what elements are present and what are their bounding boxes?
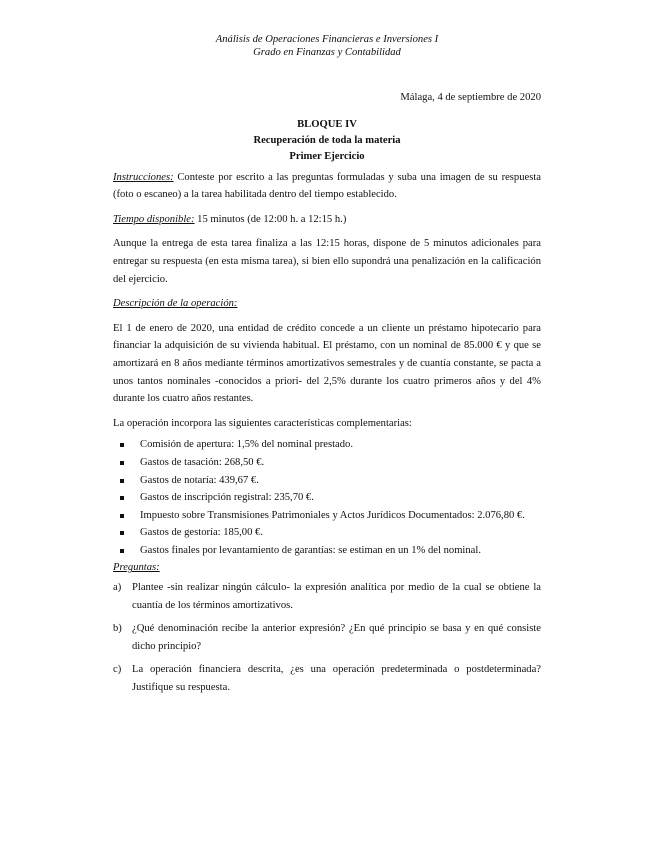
question-text: Plantee -sin realizar ningún cálculo- la expresión analítica por medio de la cual se obtiene la cuantía de los términos amortizativos.: [132, 582, 541, 611]
features-list: [113, 436, 541, 559]
degree-title: Grado en Finanzas y Contabilidad: [253, 46, 401, 58]
question-text: ¿Qué denominación recibe la anterior expresión? ¿En qué principio se basa y en qué consiste dicho principio?: [132, 623, 541, 652]
bullet-icon: [120, 461, 124, 465]
description-label: Descripción de la operación:: [113, 298, 238, 310]
document-header: [113, 34, 541, 59]
bullet-icon: [120, 496, 124, 500]
list-item: Gastos finales por levantamiento de garantías: se estiman en un 1% del nominal.: [113, 542, 541, 560]
question-item: [113, 579, 541, 614]
list-item: Gastos de tasación: 268,50 €.: [113, 454, 541, 472]
bullet-icon: [120, 514, 124, 518]
bullet-icon: [120, 531, 124, 535]
instructions-label: Instrucciones:: [113, 171, 174, 183]
date-line: Málaga, 4 de septiembre de 2020: [400, 92, 541, 103]
questions-heading: [113, 559, 541, 577]
block-title: BLOQUE IV: [297, 118, 357, 130]
description-heading: [113, 295, 541, 313]
question-text: La operación financiera descrita, ¿es una operación predeterminada o postdeterminada? Justifique su respuesta.: [132, 664, 541, 694]
time-paragraph: [113, 211, 541, 229]
list-item: Gastos de gestoría: 185,00 €.: [113, 524, 541, 542]
instructions-text: Conteste por escrito a las preguntas formuladas y suba una imagen de su respuesta (foto o escaneo) a la tarea habilitada dentro del tiempo establecido.: [113, 171, 541, 201]
bullet-icon: [120, 479, 124, 483]
bullet-icon: [120, 549, 124, 553]
list-item: Gastos de inscripción registral: 235,70 €.: [113, 489, 541, 507]
question-item: [113, 661, 541, 696]
questions-list: [113, 579, 541, 697]
course-title: Análisis de Operaciones Financieras e Inversiones I: [215, 34, 439, 45]
time-text: 15 minutos (de 12:00 h. a 12:15 h.): [194, 213, 347, 225]
bullet-icon: [120, 443, 124, 447]
question-item: [113, 620, 541, 655]
questions-label: Preguntas:: [113, 562, 160, 574]
question-marker: c): [113, 664, 122, 676]
subtitle: Recuperación de toda la materia: [253, 134, 401, 146]
document-page: [113, 34, 541, 703]
features-intro: La operación incorpora las siguientes características complementarias:: [113, 417, 412, 429]
description-paragraph: El 1 de enero de 2020, una entidad de crédito concede a un cliente un préstamo hipotecario para financiar la adquisición de su vivienda habitual. El préstamo, con un nominal de 85.000 € y que se amortizará en 8 años mediante términos amortizativos semestrales y de cuantía constante, se pacta a unos tantos nominales -conocidos a priori- del 2,5% durante los cuatro primeros años y del 4% durante los cuatro años restantes.: [113, 322, 541, 405]
time-label: Tiempo disponible:: [113, 213, 195, 225]
list-item: Gastos de notaría: 439,67 €.: [113, 472, 541, 490]
question-marker: b): [113, 623, 122, 635]
list-item: Comisión de apertura: 1,5% del nominal prestado.: [113, 436, 541, 454]
penalty-paragraph: Aunque la entrega de esta tarea finaliza a las 12:15 horas, dispone de 5 minutos adicionales para entregar su respuesta (en esta misma tarea), si bien ello supondrá una penalización en la calificación del ejercicio.: [113, 238, 541, 285]
question-marker: a): [113, 582, 122, 594]
exercise-title: Primer Ejercicio: [289, 150, 365, 162]
instructions-paragraph: [113, 169, 541, 204]
list-item: Impuesto sobre Transmisiones Patrimoniales y Actos Jurídicos Documentados: 2.076,80 €.: [113, 507, 541, 525]
